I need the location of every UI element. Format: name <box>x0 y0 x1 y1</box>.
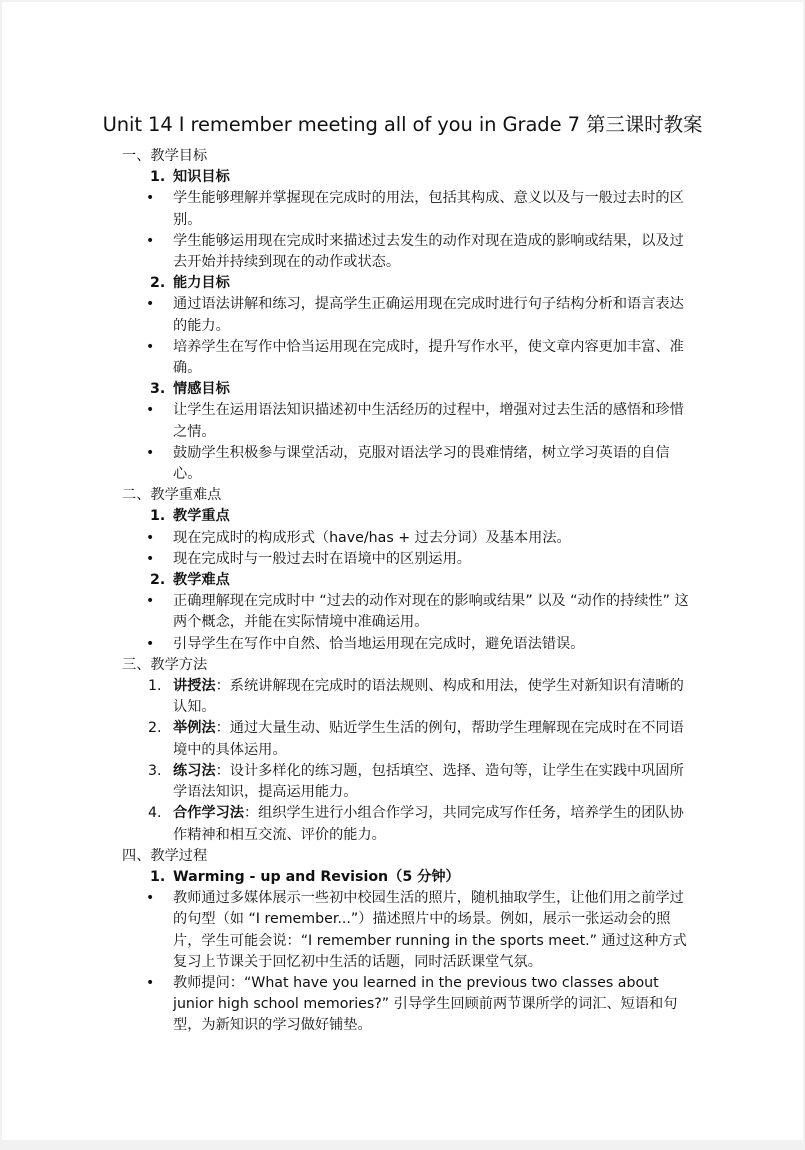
method-label: 讲授法 <box>173 678 216 695</box>
method-text: ：通过大量生动、贴近学生生活的例句，帮助学生理解现在完成时在不同语境中的具体运用。 <box>173 720 684 758</box>
subheading-label: 教学难点 <box>173 572 230 589</box>
list-item <box>122 549 690 570</box>
section-heading-methods: 三、教学方法 <box>122 656 208 673</box>
bullet-icon: • <box>146 974 155 991</box>
subheading-label: Warming - up and Revision（5 分钟） <box>173 868 460 885</box>
section-heading-key-points: 二、教学重难点 <box>122 487 222 504</box>
list-item <box>122 231 690 273</box>
section-heading-objectives: 一、教学目标 <box>122 148 208 164</box>
list-item <box>122 294 690 336</box>
method-number: 2. <box>148 720 162 737</box>
bullet-icon: • <box>146 232 155 249</box>
subheading-difficulty <box>122 570 690 591</box>
list-item <box>122 443 690 485</box>
subheading-ability <box>122 273 690 294</box>
document-title: Unit 14 I remember meeting all of you in Grade 7 第三课时教案 <box>102 113 703 136</box>
method-item <box>122 718 690 760</box>
document-body <box>122 146 690 1037</box>
list-item-text: 培养学生在写作中恰当运用现在完成时，提升写作水平，使文章内容更加丰富、准确。 <box>173 338 684 377</box>
method-label: 举例法 <box>173 720 216 737</box>
section-heading-process: 四、教学过程 <box>122 847 208 864</box>
method-text: ：设计多样化的练习题，包括填空、选择、造句等，让学生在实践中巩固所学语法知识，提高运用能力。 <box>173 762 684 801</box>
subheading-number: 1. <box>150 868 166 885</box>
subheading-warming-up <box>122 867 690 888</box>
subheading-focus <box>122 506 690 527</box>
bullet-icon: • <box>146 529 155 546</box>
method-text: ：组织学生进行小组合作学习，共同完成写作任务，培养学生的团队协作精神和相互交流、评价的能力。 <box>173 805 684 843</box>
list-item-text: 正确理解现在完成时中 “过去的动作对现在的影响或结果” 以及 “动作的持续性” 这两个概念，并能在实际情境中准确运用。 <box>173 593 689 631</box>
subheading-number: 1. <box>150 169 166 186</box>
method-number: 1. <box>148 678 162 695</box>
subheading-number: 3. <box>150 381 166 398</box>
list-item-text: 学生能够理解并掌握现在完成时的用法，包括其构成、意义以及与一般过去时的区别。 <box>173 190 684 228</box>
subheading-number: 2. <box>150 275 166 292</box>
bullet-icon: • <box>146 550 155 567</box>
bullet-icon: • <box>146 635 155 652</box>
subheading-label: 情感目标 <box>173 381 230 398</box>
subheading-number: 2. <box>150 572 166 589</box>
list-item-text: 教师通过多媒体展示一些初中校园生活的照片，随机抽取学生，让他们用之前学过的句型（如 “I remember...”）描述照片中的场景。例如，展示一张运动会的照片，学生可能会说：“I remember running in the sports meet.” 通过这种方式复习上节课关于回忆初中生活的话题，同时活跃课堂气氛。 <box>173 890 687 970</box>
subheading-number: 1. <box>150 508 166 525</box>
document-page <box>2 2 803 1140</box>
bullet-icon: • <box>146 402 155 419</box>
method-text: ：系统讲解现在完成时的语法规则、构成和用法，使学生对新知识有清晰的认知。 <box>173 678 684 716</box>
bullet-icon: • <box>146 296 155 313</box>
subheading-label: 知识目标 <box>173 169 230 186</box>
list-item-text: 教师提问：“What have you learned in the previous two classes about junior high school memories?” 引导学生回顾前两节课所学的词汇、短语和句型，为新知识的学习做好铺垫。 <box>173 974 678 1034</box>
list-item <box>122 888 690 973</box>
method-label: 合作学习法 <box>173 805 244 822</box>
list-item <box>122 973 690 1037</box>
list-item-text: 让学生在运用语法知识描述初中生活经历的过程中，增强对过去生活的感悟和珍惜之情。 <box>173 402 684 440</box>
list-item-text: 现在完成时与一般过去时在语境中的区别运用。 <box>173 550 471 567</box>
list-item <box>122 188 690 230</box>
method-label: 练习法 <box>173 762 216 779</box>
bullet-icon: • <box>146 890 155 907</box>
method-number: 4. <box>148 805 162 822</box>
list-item <box>122 591 690 633</box>
subheading-label: 教学重点 <box>173 508 230 525</box>
list-item <box>122 634 690 655</box>
subheading-emotion <box>122 379 690 400</box>
bullet-icon: • <box>146 338 155 355</box>
bullet-icon: • <box>146 593 155 610</box>
subheading-knowledge <box>122 167 690 188</box>
bullet-icon: • <box>146 190 155 207</box>
list-item-text: 鼓励学生积极参与课堂活动，克服对语法学习的畏难情绪，树立学习英语的自信心。 <box>173 444 670 483</box>
method-item <box>122 761 690 803</box>
list-item-text: 学生能够运用现在完成时来描述过去发生的动作对现在造成的影响或结果，以及过去开始并持续到现在的动作或状态。 <box>173 232 684 271</box>
method-item <box>122 803 690 845</box>
subheading-label: 能力目标 <box>173 275 230 292</box>
method-item <box>122 676 690 718</box>
bullet-icon: • <box>146 444 155 461</box>
method-number: 3. <box>148 762 162 779</box>
list-item-text: 现在完成时的构成形式（have/has + 过去分词）及基本用法。 <box>173 529 571 546</box>
list-item <box>122 337 690 379</box>
list-item <box>122 400 690 442</box>
list-item <box>122 528 690 549</box>
list-item-text: 引导学生在写作中自然、恰当地运用现在完成时，避免语法错误。 <box>173 635 585 652</box>
list-item-text: 通过语法讲解和练习，提高学生正确运用现在完成时进行句子结构分析和语言表达的能力。 <box>173 296 684 334</box>
